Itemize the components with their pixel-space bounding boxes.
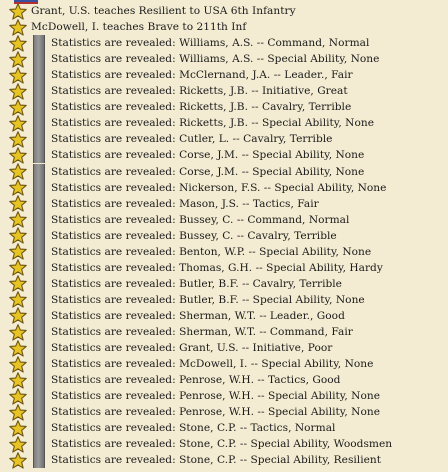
log-entry[interactable]: [0, 99, 448, 115]
log-entry-text: Statistics are revealed: Thomas, G.H. -- Special Ability, Hardy: [51, 261, 383, 274]
bar-marker-icon: [33, 404, 45, 420]
log-entry[interactable]: [0, 356, 448, 372]
log-entry-text: Statistics are revealed: Corse, J.M. -- Special Ability, None: [51, 165, 365, 178]
bar-marker-icon: [33, 228, 45, 244]
log-entry[interactable]: [0, 164, 448, 180]
log-entry[interactable]: [0, 19, 448, 35]
log-entry-text: Statistics are revealed: Ricketts, J.B. -- Initiative, Great: [51, 85, 348, 98]
log-entry-text: Statistics are revealed: Cutler, L. -- Cavalry, Terrible: [51, 133, 333, 146]
log-entry[interactable]: [0, 388, 448, 404]
log-entry[interactable]: [0, 260, 448, 276]
log-entry-text: Statistics are revealed: Nickerson, F.S. -- Special Ability, None: [51, 181, 387, 194]
log-entry-text: Statistics are revealed: Sherman, W.T. -- Command, Fair: [51, 326, 353, 338]
log-entry-text: Statistics are revealed: Bussey, C. -- Command, Normal: [51, 213, 350, 226]
log-entry[interactable]: [0, 372, 448, 388]
log-entry-text: Statistics are revealed: Mason, J.S. -- Tactics, Fair: [51, 197, 319, 210]
bar-marker-icon: [33, 131, 45, 147]
log-entry[interactable]: [0, 292, 448, 308]
log-entry[interactable]: [0, 276, 448, 292]
bar-marker-icon: [33, 356, 45, 372]
bar-marker-icon: [33, 51, 45, 67]
log-entry[interactable]: [0, 436, 448, 452]
bar-marker-icon: [33, 420, 45, 436]
log-entry-text: Statistics are revealed: Ricketts, J.B. -- Special Ability, None: [51, 117, 374, 130]
bar-marker-icon: [33, 83, 45, 99]
log-entry[interactable]: [0, 452, 448, 468]
log-entry[interactable]: [0, 67, 448, 83]
log-entry-text: Statistics are revealed: McDowell, I. -- Special Ability, None: [51, 358, 374, 371]
bar-marker-icon: [33, 372, 45, 388]
bar-marker-icon: [33, 196, 45, 212]
log-entry-text: Statistics are revealed: Penrose, W.H. -- Special Ability, None: [51, 390, 380, 403]
bar-marker-icon: [33, 180, 45, 196]
log-entry-text: Statistics are revealed: Butler, B.F. -- Cavalry, Terrible: [51, 277, 342, 290]
log-entry-text: Grant, U.S. teaches Resilient to USA 6th Infantry: [31, 5, 296, 17]
log-entry[interactable]: [0, 404, 448, 420]
bar-marker-icon: [33, 324, 45, 340]
bar-marker-icon: [33, 115, 45, 131]
log-entry-text: Statistics are revealed: Williams, A.S. -- Special Ability, None: [51, 53, 380, 66]
log-entry[interactable]: [0, 420, 448, 436]
bar-marker-icon: [33, 260, 45, 276]
log-entry[interactable]: [0, 35, 448, 51]
log-entry[interactable]: [0, 3, 448, 19]
log-entry[interactable]: [0, 51, 448, 67]
log-entry-text: Statistics are revealed: Ricketts, J.B. -- Cavalry, Terrible: [51, 101, 352, 114]
log-entry[interactable]: [0, 83, 448, 99]
log-entry-text: Statistics are revealed: Stone, C.P. -- Special Ability, Woodsmen: [51, 438, 393, 451]
bar-marker-icon: [33, 164, 45, 180]
log-entry[interactable]: [0, 308, 448, 324]
log-entry[interactable]: [0, 115, 448, 131]
log-entry[interactable]: [0, 131, 448, 147]
log-entry[interactable]: [0, 147, 448, 163]
bar-marker-icon: [33, 292, 45, 308]
bar-marker-icon: [33, 308, 45, 324]
bar-marker-icon: [33, 452, 45, 468]
bar-marker-icon: [33, 436, 45, 452]
log-entry-text: Statistics are revealed: Bussey, C. -- Cavalry, Terrible: [51, 229, 337, 242]
log-entry[interactable]: [0, 212, 448, 228]
log-entry-text: Statistics are revealed: Corse, J.M. -- Special Ability, None: [51, 149, 365, 162]
log-entry-text: Statistics are revealed: Penrose, W.H. -- Tactics, Good: [51, 374, 341, 387]
bar-marker-icon: [33, 340, 45, 356]
log-entry-text: Statistics are revealed: Penrose, W.H. -- Special Ability, None: [51, 406, 380, 419]
bar-marker-icon: [33, 147, 45, 163]
log-entry[interactable]: [0, 244, 448, 260]
bar-marker-icon: [33, 244, 45, 260]
log-entry-text: Statistics are revealed: Sherman, W.T. -- Leader., Good: [51, 309, 345, 322]
log-entry[interactable]: [0, 196, 448, 212]
bar-marker-icon: [33, 99, 45, 115]
bar-marker-icon: [33, 276, 45, 292]
bar-marker-icon: [33, 388, 45, 404]
log-entry[interactable]: [0, 340, 448, 356]
log-entry-text: Statistics are revealed: Grant, U.S. -- Initiative, Poor: [51, 342, 333, 355]
log-entry[interactable]: [0, 228, 448, 244]
log-entry-text: McDowell, I. teaches Brave to 211th Inf: [31, 21, 247, 34]
log-entry-text: Statistics are revealed: Stone, C.P. -- Special Ability, Resilient: [51, 454, 382, 467]
log-entry-text: Statistics are revealed: Butler, B.F. -- Special Ability, None: [51, 293, 365, 306]
bar-marker-icon: [33, 67, 45, 83]
log-entry[interactable]: [0, 324, 448, 340]
log-entry-text: Statistics are revealed: Williams, A.S. -- Command, Normal: [51, 37, 370, 50]
log-entry[interactable]: [0, 180, 448, 196]
bar-marker-icon: [33, 35, 45, 51]
log-entry-text: Statistics are revealed: Benton, W.P. -- Special Ability, None: [51, 245, 372, 258]
log-entry-text: Statistics are revealed: Stone, C.P. -- Tactics, Normal: [51, 422, 336, 435]
log-entry-text: Statistics are revealed: McClernand, J.A. -- Leader., Fair: [51, 69, 353, 82]
bar-marker-icon: [33, 212, 45, 228]
